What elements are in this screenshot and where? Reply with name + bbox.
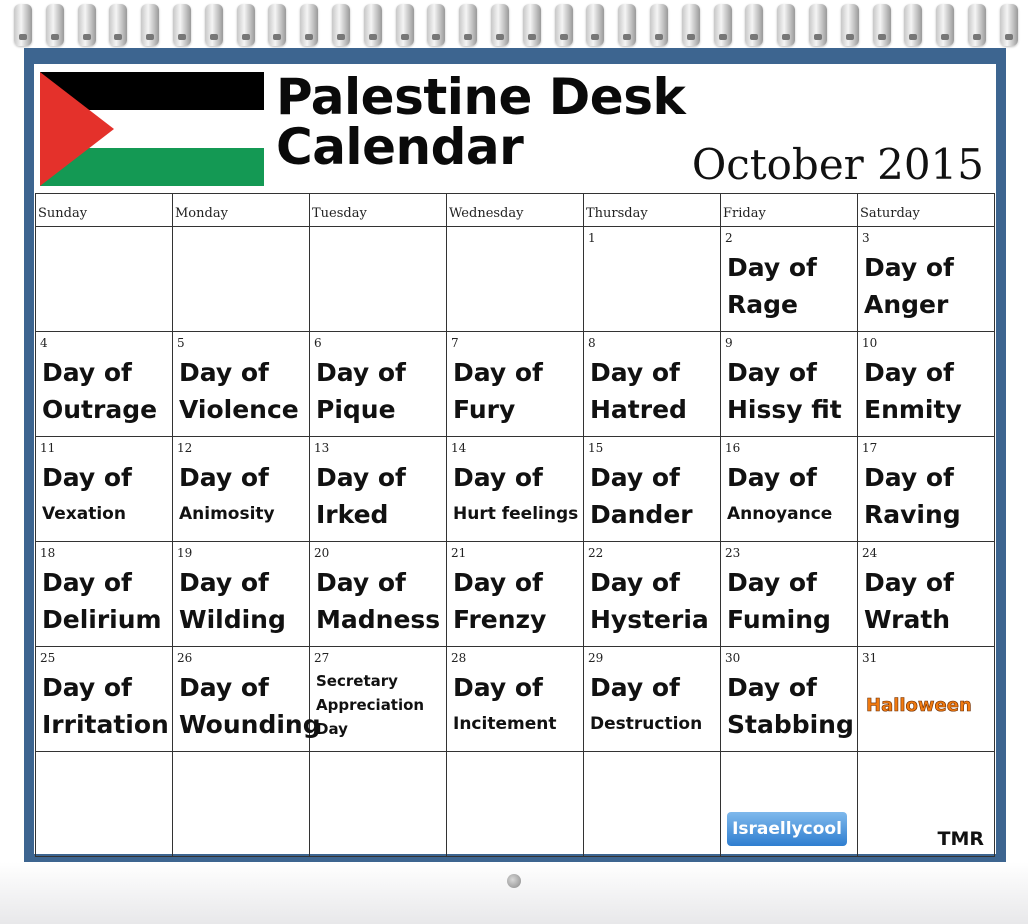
event-label	[453, 564, 581, 638]
spiral-ring-icon	[459, 4, 477, 46]
event-label	[179, 564, 307, 638]
spiral-ring-icon	[523, 4, 541, 46]
event-label	[453, 669, 581, 743]
day-cell[interactable]	[858, 437, 995, 542]
date-number: 17	[862, 441, 878, 455]
event-label	[727, 564, 855, 638]
day-cell[interactable]	[173, 227, 310, 332]
day-cell[interactable]	[36, 752, 173, 857]
event-line: Pique	[316, 395, 396, 424]
day-header	[173, 194, 310, 227]
day-cell[interactable]	[858, 752, 995, 857]
event-line: Day of	[316, 358, 406, 387]
event-label	[590, 669, 718, 743]
day-cell[interactable]	[584, 542, 721, 647]
week-row	[36, 647, 995, 752]
event-line: Outrage	[42, 395, 158, 424]
event-line: Fuming	[727, 605, 831, 634]
day-header-label: Wednesday	[449, 206, 524, 221]
event-label	[42, 354, 170, 428]
event-line: Hatred	[590, 395, 687, 424]
calendar-grid	[35, 193, 995, 857]
week-row	[36, 542, 995, 647]
event-line: Hurt feelings	[453, 504, 579, 524]
date-number: 20	[314, 546, 330, 560]
halloween-label: Halloween	[866, 695, 972, 716]
event-line: Hissy fit	[727, 395, 842, 424]
event-label	[179, 354, 307, 428]
hanging-hole-icon	[507, 874, 521, 888]
event-line: Irked	[316, 500, 389, 529]
date-number: 2	[725, 231, 733, 245]
day-cell[interactable]	[310, 752, 447, 857]
date-number: 7	[451, 336, 459, 350]
week-row	[36, 227, 995, 332]
event-line: Animosity	[179, 504, 275, 524]
event-label	[453, 354, 581, 428]
date-number: 21	[451, 546, 467, 560]
day-header-label: Monday	[175, 206, 228, 221]
event-line: Day of	[864, 358, 954, 387]
palestine-flag-icon	[40, 72, 264, 186]
event-line: Day of	[727, 673, 817, 702]
event-label	[864, 249, 992, 323]
event-line: Day of	[453, 358, 543, 387]
calendar-title	[276, 68, 686, 176]
day-cell[interactable]	[310, 437, 447, 542]
event-line: Day of	[727, 463, 817, 492]
day-cell[interactable]	[721, 647, 858, 752]
event-line: Day of	[590, 568, 680, 597]
day-cell[interactable]	[447, 332, 584, 437]
event-label	[727, 354, 855, 428]
event-line: Appreciation	[316, 696, 425, 714]
date-number: 29	[588, 651, 604, 665]
date-number: 25	[40, 651, 56, 665]
event-line: Annoyance	[727, 504, 833, 524]
calendar-bottom-edge	[0, 862, 1028, 924]
month-label: October 2015	[691, 140, 984, 189]
day-header-label: Tuesday	[312, 206, 367, 221]
spiral-ring-icon	[237, 4, 255, 46]
date-number: 9	[725, 336, 733, 350]
event-line: Day of	[453, 568, 543, 597]
event-line: Stabbing	[727, 710, 854, 739]
date-number: 16	[725, 441, 741, 455]
day-cell[interactable]	[173, 332, 310, 437]
event-line: Fury	[453, 395, 516, 424]
spiral-ring-icon	[650, 4, 668, 46]
date-number: 15	[588, 441, 604, 455]
day-cell[interactable]	[310, 542, 447, 647]
date-number: 28	[451, 651, 467, 665]
israellycool-logo[interactable]: Israellycool	[727, 812, 847, 846]
day-cell[interactable]	[173, 752, 310, 857]
event-line: Day of	[453, 463, 543, 492]
day-header	[721, 194, 858, 227]
date-number: 19	[177, 546, 193, 560]
spiral-ring-icon	[555, 4, 573, 46]
day-cell[interactable]	[36, 542, 173, 647]
day-cell[interactable]	[858, 647, 995, 752]
event-label	[316, 564, 444, 638]
event-label	[590, 564, 718, 638]
event-line: Dander	[590, 500, 693, 529]
event-line: Day of	[864, 253, 954, 282]
event-line: Day of	[179, 463, 269, 492]
event-line: Day of	[42, 568, 132, 597]
event-line: Frenzy	[453, 605, 547, 634]
day-cell[interactable]	[584, 752, 721, 857]
day-header	[584, 194, 721, 227]
spiral-ring-icon	[46, 4, 64, 46]
event-label	[864, 354, 992, 428]
event-line: Day of	[316, 463, 406, 492]
date-number: 8	[588, 336, 596, 350]
event-label	[42, 564, 170, 638]
date-number: 18	[40, 546, 56, 560]
spiral-ring-icon	[364, 4, 382, 46]
event-label	[179, 459, 307, 533]
day-cell[interactable]	[447, 752, 584, 857]
event-line: Vexation	[42, 504, 126, 524]
title-line-1: Palestine Desk	[276, 68, 686, 126]
day-cell[interactable]	[173, 437, 310, 542]
event-line: Day of	[590, 463, 680, 492]
event-line: Day of	[42, 673, 132, 702]
event-line: Madness	[316, 605, 441, 634]
spiral-ring-icon	[714, 4, 732, 46]
spiral-ring-icon	[936, 4, 954, 46]
date-number: 24	[862, 546, 878, 560]
event-line: Secretary	[316, 672, 398, 690]
spiral-ring-icon	[873, 4, 891, 46]
event-line: Day of	[179, 568, 269, 597]
spiral-ring-icon	[332, 4, 350, 46]
day-cell[interactable]	[721, 437, 858, 542]
event-label	[316, 669, 444, 741]
week-row	[36, 437, 995, 542]
event-label	[453, 459, 581, 533]
spiral-ring-icon	[682, 4, 700, 46]
day-cell[interactable]	[584, 647, 721, 752]
day-cell[interactable]	[36, 647, 173, 752]
day-cell[interactable]	[584, 437, 721, 542]
event-line: Day of	[590, 673, 680, 702]
event-label	[590, 354, 718, 428]
day-header-label: Sunday	[38, 206, 88, 221]
event-label	[42, 459, 170, 533]
credit-label: TMR	[937, 828, 984, 850]
date-number: 12	[177, 441, 193, 455]
day-header	[858, 194, 995, 227]
event-label	[727, 669, 855, 743]
title-line-2: Calendar	[276, 118, 524, 176]
event-line: Day of	[864, 463, 954, 492]
event-line: Day of	[453, 673, 543, 702]
week-row	[36, 332, 995, 437]
spiral-ring-icon	[491, 4, 509, 46]
date-number: 4	[40, 336, 48, 350]
date-number: 10	[862, 336, 878, 350]
event-line: Day of	[42, 358, 132, 387]
spiral-ring-icon	[1000, 4, 1018, 46]
event-line: Hysteria	[590, 605, 709, 634]
event-line: Wilding	[179, 605, 286, 634]
event-line: Delirium	[42, 605, 162, 634]
day-cell[interactable]	[584, 227, 721, 332]
event-line: Day of	[590, 358, 680, 387]
event-line: Day of	[864, 568, 954, 597]
event-line: Day of	[727, 568, 817, 597]
date-number: 11	[40, 441, 56, 455]
event-line: Violence	[179, 395, 299, 424]
day-cell[interactable]	[310, 227, 447, 332]
spiral-ring-icon	[173, 4, 191, 46]
day-header	[36, 194, 173, 227]
event-label	[42, 669, 170, 743]
event-line: Rage	[727, 290, 798, 319]
day-cell[interactable]	[858, 227, 995, 332]
event-line: Day of	[727, 358, 817, 387]
spiral-ring-icon	[809, 4, 827, 46]
date-number: 13	[314, 441, 330, 455]
spiral-ring-icon	[968, 4, 986, 46]
event-line: Anger	[864, 290, 949, 319]
spiral-ring-icon	[745, 4, 763, 46]
day-cell[interactable]	[173, 542, 310, 647]
event-line: Incitement	[453, 714, 557, 734]
day-header-label: Thursday	[586, 206, 648, 221]
spiral-ring-icon	[268, 4, 286, 46]
day-cell[interactable]	[447, 542, 584, 647]
event-label	[316, 354, 444, 428]
day-cell[interactable]	[36, 437, 173, 542]
event-label	[590, 459, 718, 533]
event-label	[316, 459, 444, 533]
event-label	[864, 459, 992, 533]
day-cell[interactable]	[310, 332, 447, 437]
day-header-label: Friday	[723, 206, 766, 221]
day-header	[447, 194, 584, 227]
event-line: Day of	[179, 673, 269, 702]
spiral-ring-icon	[618, 4, 636, 46]
date-number: 5	[177, 336, 185, 350]
event-label	[727, 459, 855, 533]
date-number: 14	[451, 441, 467, 455]
event-line: Raving	[864, 500, 961, 529]
calendar-spiral-binding	[14, 4, 1018, 50]
date-number: 31	[862, 651, 878, 665]
event-line: Day of	[316, 568, 406, 597]
spiral-ring-icon	[777, 4, 795, 46]
day-cell[interactable]	[584, 332, 721, 437]
spiral-ring-icon	[396, 4, 414, 46]
day-cell[interactable]	[858, 332, 995, 437]
date-number: 3	[862, 231, 870, 245]
event-line: Wounding	[179, 710, 321, 739]
day-header	[310, 194, 447, 227]
day-cell[interactable]	[721, 542, 858, 647]
day-cell[interactable]	[36, 332, 173, 437]
date-number: 1	[588, 231, 596, 245]
day-header-label: Saturday	[860, 206, 920, 221]
day-cell[interactable]	[447, 227, 584, 332]
event-line: Day of	[179, 358, 269, 387]
event-line: Irritation	[42, 710, 169, 739]
day-cell[interactable]	[310, 647, 447, 752]
event-label	[727, 249, 855, 323]
spiral-ring-icon	[586, 4, 604, 46]
spiral-ring-icon	[141, 4, 159, 46]
spiral-ring-icon	[427, 4, 445, 46]
day-cell[interactable]	[447, 647, 584, 752]
day-cell[interactable]	[721, 227, 858, 332]
event-line: Enmity	[864, 395, 962, 424]
date-number: 27	[314, 651, 330, 665]
spiral-ring-icon	[904, 4, 922, 46]
event-label	[179, 669, 321, 743]
spiral-ring-icon	[78, 4, 96, 46]
day-cell[interactable]	[858, 542, 995, 647]
day-cell[interactable]	[447, 437, 584, 542]
day-cell[interactable]	[173, 647, 321, 752]
event-label	[864, 564, 992, 638]
date-number: 30	[725, 651, 741, 665]
event-line: Day	[316, 720, 348, 738]
day-cell[interactable]	[36, 227, 173, 332]
day-cell[interactable]	[721, 752, 858, 857]
day-cell[interactable]	[721, 332, 858, 437]
date-number: 22	[588, 546, 604, 560]
spiral-ring-icon	[14, 4, 32, 46]
event-line: Destruction	[590, 714, 703, 734]
date-number: 26	[177, 651, 193, 665]
spiral-ring-icon	[300, 4, 318, 46]
spiral-ring-icon	[109, 4, 127, 46]
spiral-ring-icon	[841, 4, 859, 46]
week-row	[36, 752, 995, 857]
event-line: Day of	[42, 463, 132, 492]
date-number: 6	[314, 336, 322, 350]
event-line: Day of	[727, 253, 817, 282]
event-line: Wrath	[864, 605, 951, 634]
spiral-ring-icon	[205, 4, 223, 46]
date-number: 23	[725, 546, 741, 560]
